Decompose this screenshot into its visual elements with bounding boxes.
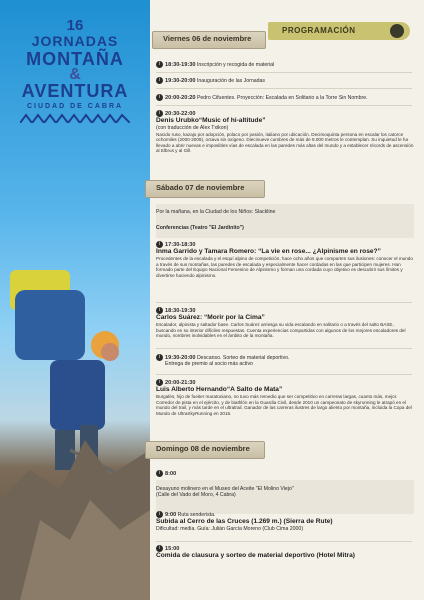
event-item-talk: i 20:30-22:00 Denis Urubko“Music of hi-altitude” (con traducción de Alex Txikon) Nacido ruso, kazajo por adopción, polaco por pasión, italiano por ubicación. Decimoquinta persona en escalar los catorce ochomiles (2000-2009), octava sin oxígeno. Diecinueve cumbres de más de 8.000 metros le contemplan. Su inquietud le ha llevado a abrir nuevas e imposibles vías de escalada en las paredes más altas del mundo y a establecer récords de ascensión al Elbrus y al Gill.	[156, 110, 414, 154]
programacion-label: PROGRAMACIÓN	[282, 26, 356, 35]
talk-title: Luis Alberto Hernando“A Salto de Mata”	[156, 386, 283, 394]
logo-line-jornadas: JORNADAS	[31, 33, 119, 49]
info-icon: i	[156, 354, 163, 361]
event-item: Por la mañana, en la Ciudad de los Niños: Slackline	[156, 209, 276, 215]
event-item: Desayuno molinero en el Museo del Aceite "El Molino Viejo" (Calle del Vado del Moro, 4 Cabra)	[156, 486, 294, 499]
day-ribbon-saturday	[145, 180, 265, 198]
divider	[156, 374, 412, 375]
talk-subtitle: (con traducción de Alex Txikon)	[156, 125, 229, 132]
rock-illustration	[0, 380, 150, 600]
talk-title: Inma Garrido y Tamara Romero: “La vie en rose... ¿Alpinisme en rose?”	[156, 248, 381, 256]
logo-line-montana: MONTAÑA	[26, 49, 124, 69]
route-title: Subida al Cerro de las Cruces (1.269 m.) (Sierra de Rute)	[156, 518, 333, 526]
info-icon: i	[156, 94, 163, 101]
talk-title: Carlos Suárez: “Morir por la Cima”	[156, 314, 265, 322]
day-ribbon-friday	[152, 31, 266, 49]
divider	[156, 541, 412, 542]
talk-description: Burgalés, hijo de fueiter maratoniano, no tuvo más remedio que ser competitivo en carreras largas, cuanto más, mejor. Corredor de pista en el ejército, y de biathlón en la Guardia Civil, desde 2010 un campeonato de skyrunning le atrapó en el mundo del trail, y más tarde en el ultratrail. Ganador de las carreras ilustres de largo aliento por montaña, incluida la Copa del Mundo de UltraSkyRunning en 2015.	[156, 394, 412, 417]
event-item-talk: i 17:30-18:30 Inma Garrido y Tamara Romero: “La vie en rose... ¿Alpinisme en rose?” Procedentes de la escalada y el esquí alpino de competición, hace ocho años que comparten sus ilusiones: conocer el mundo a través de sus montañas, las paredes de escalada y especialmente hacer cordadas en las que participen mujeres. Han formado parte del Equipo Nacional Femenino de Alpinismo y forman una cordada cuyo objetivo es descubrir sus límites y divertirse haciendo alpinismo.	[156, 241, 413, 279]
closing-title: Comida de clausura y sorteo de material deportivo (Hotel Mitra)	[156, 552, 355, 560]
divider	[156, 88, 412, 89]
talk-description: Procedentes de la escalada y el esquí alpino de competición, hace ocho años que comparten sus ilusiones: conocer el mundo a través de sus montañas, las paredes de escalada y especialmente hacer cordadas en las que participen mujeres. Han formado parte del Equipo Nacional Femenino de Alpinismo y forman una cordada cuyo objetivo es descubrir sus límites y divertirse haciendo alpinismo.	[156, 256, 413, 279]
talk-description: Nacido ruso, kazajo por adopción, polaco por pasión, italiano por ubicación. Decimoquinta persona en escalar los catorce ochomiles (2000-2009), octava sin oxígeno. Diecinueve cumbres de más de 8.000 metros le contemplan. Su inquietud le ha llevado a abrir nuevas e imposibles vías de escalada en las paredes más altas del mundo y a establecer récords de ascensión al Elbrus y al Gill.	[156, 131, 414, 154]
event-item: i 19:30-20:00 Inauguración de las Jornadas	[156, 77, 414, 84]
info-icon: i	[156, 77, 163, 84]
info-icon: i	[156, 379, 163, 386]
event-item: i 20:00-20:20 Pedro Cifuentes. Proyección: Escalada en Solitario a la Torre Sin Nombre.	[156, 94, 414, 101]
conferences-heading: Conferencias (Teatro "El Jardinito")	[156, 225, 244, 231]
logo-line-aventura: AVENTURA	[21, 81, 129, 101]
day-label: Viernes 06 de noviembre	[163, 34, 252, 43]
event-item: i 18:30-19:30 Inscripción y recogida de material	[156, 61, 414, 68]
event-item: i 15:00 Comida de clausura y sorteo de material deportivo (Hotel Mitra)	[156, 545, 414, 560]
programacion-banner	[268, 22, 410, 40]
info-icon: i	[156, 545, 163, 552]
day-label: Domingo 08 de noviembre	[156, 444, 250, 453]
poster-left-panel	[0, 0, 150, 600]
day-label: Sábado 07 de noviembre	[156, 183, 245, 192]
talk-description: Escalador, alpinista y saltador base. Carlos Suárez arriesga su vida escalando en solitario o a través del salto BASE, buscando en su interior difíciles respuestas. Cuenta experiencias compartidas con algunos de los mejores escaladores del mundo, nombres inolvidables en el ámbito de la montaña.	[156, 322, 406, 339]
logo-city: CIUDAD DE CABRA	[26, 103, 124, 110]
divider	[156, 72, 412, 73]
event-logo	[10, 18, 140, 128]
divider	[156, 302, 412, 303]
edition-number: 16	[66, 17, 84, 34]
info-icon: i	[156, 470, 163, 477]
info-icon: i	[156, 307, 163, 314]
info-icon: i	[156, 511, 163, 518]
badge-icon	[390, 24, 404, 38]
info-icon: i	[156, 61, 163, 68]
logo-ampersand: &	[69, 66, 81, 83]
event-item: i 9:00 Ruta senderista. Subida al Cerro de las Cruces (1.269 m.) (Sierra de Rute) Dificultad: media. Guía: Julián García Moreno (Club Cima 2000)	[156, 511, 414, 533]
event-item-talk: i 18:30-19:30 Carlos Suárez: “Morir por la Cima” Escalador, alpinista y saltador base. Carlos Suárez arriesga su vida escalando en solitario o a través del salto BASE, buscando en su interior difíciles respuestas. Cuenta experiencias compartidas con algunos de los mejores escaladores del mundo, nombres inolvidables en el ámbito de la montaña.	[156, 307, 414, 339]
info-icon: i	[156, 110, 163, 117]
info-icon: i	[156, 241, 163, 248]
event-item-talk: i 20:00-21:30 Luis Alberto Hernando“A Salto de Mata” Burgalés, hijo de fueiter maratoniano, no tuvo más remedio que ser competitivo en carreras largas, cuanto más, mejor. Corredor de pista en el ejército, y de biathlón en la Guardia Civil, desde 2010 un campeonato de skyrunning le atrapó en el mundo del trail, y más tarde en el ultratrail. Ganador de las carreras ilustres de largo aliento por montaña, incluida la Copa del Mundo de UltraSkyRunning en 2015.	[156, 379, 414, 417]
mountain-zigzag-icon	[20, 113, 130, 123]
event-item: i 8:00	[156, 470, 414, 477]
day-ribbon-sunday	[145, 441, 265, 459]
event-item: i 19:30-20:00 Descanso. Sorteo de material deportivo. Entrega de premio al socio más activo	[156, 354, 414, 368]
divider	[156, 105, 412, 106]
talk-title: Denis Urubko“Music of hi-altitude”	[156, 117, 266, 125]
divider	[156, 348, 412, 349]
